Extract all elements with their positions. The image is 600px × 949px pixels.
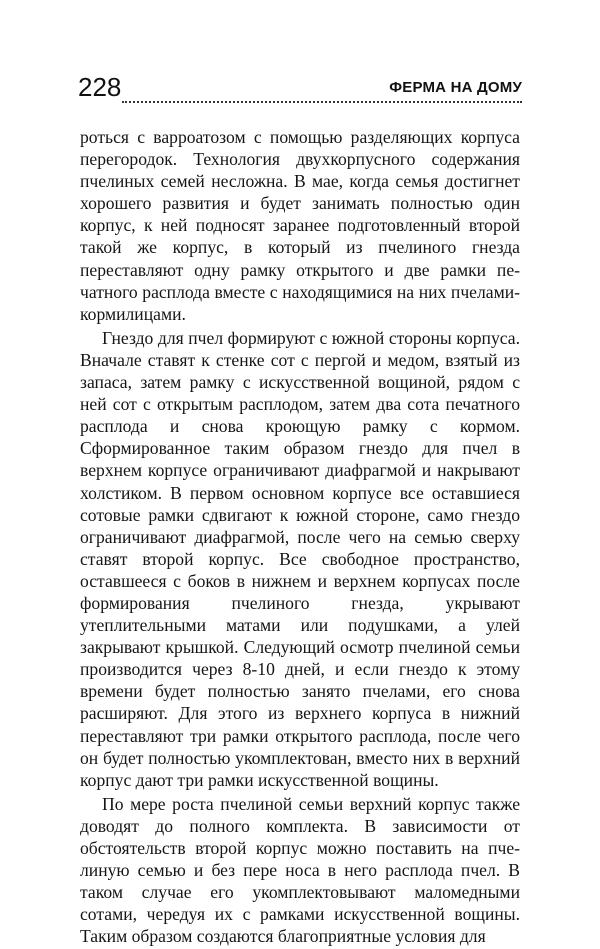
paragraph: Гнездо для пчел формируют с южной стороны корпуса. Вначале ставят к стенке сот с пергой и медом, взятый из запаса, затем рамку с искусственной вощиной, рядом с ней сот с открытым расплодом, затем два сота печатного расплода и снова кроющую рамку с кормом. Сформированное таким образом гнездо для пчел в верхнем корпусе ограничивают диафрагмой и накрывают холстиком. В первом основном корпусе все оставшиеся сотовые рамки сдвигают к южной стороне, само гнездо ограничивают диафрагмой, после чего на семью сверху ставят второй корпус. Все свободное пространство, оставшееся с боков в нижнем и верхнем корпусах после формирования пчелиного гнезда, укрывают утеплительными матами или подушками, а улей закрывают крышкой. Следующий осмотр пчелиной семьи производится через 8-10 дней, и если гнездо к этому времени будет полностью занято пчелами, его снова расширяют. Для этого из верхнего корпуса в нижний переставляют три рамки открытого расплода, после чего он будет полностью укомплектован, вместо них в верхний корпус дают три рамки искусственной вощины. [80,327,520,790]
page-header [78,72,522,106]
header-rule [122,101,522,103]
paragraph: По мере роста пчелиной семьи верхний корпус также доводят до полного комплекта. В зависимости от обстоятельств второй корпус можно поставить на пчелиную семью и без пере носа в него расплода пчел. В таком случае его укомплектовывают маломедными сотами, чередуя их с рамками искусственной вощины. Таким образом создаются благоприятные условия для [80,793,520,947]
body-text [80,126,520,949]
running-title: ФЕРМА НА ДОМУ [389,79,522,96]
page-number: 228 [78,72,122,102]
paragraph: роться с варроатозом с помощью разделяющих корпуса перегородок. Технология двухкорпусного содержания пчелиных семей несложна. В мае, когда семья достигнет хорошего развития и будет занимать полностью один корпус, к ней подносят заранее подготовленный второй такой же корпус, в который из пчелиного гнезда переставляют одну рамку открытого и две рамки печатного расплода вместе с находящимися на них пчелами-кормилицами. [80,127,520,324]
